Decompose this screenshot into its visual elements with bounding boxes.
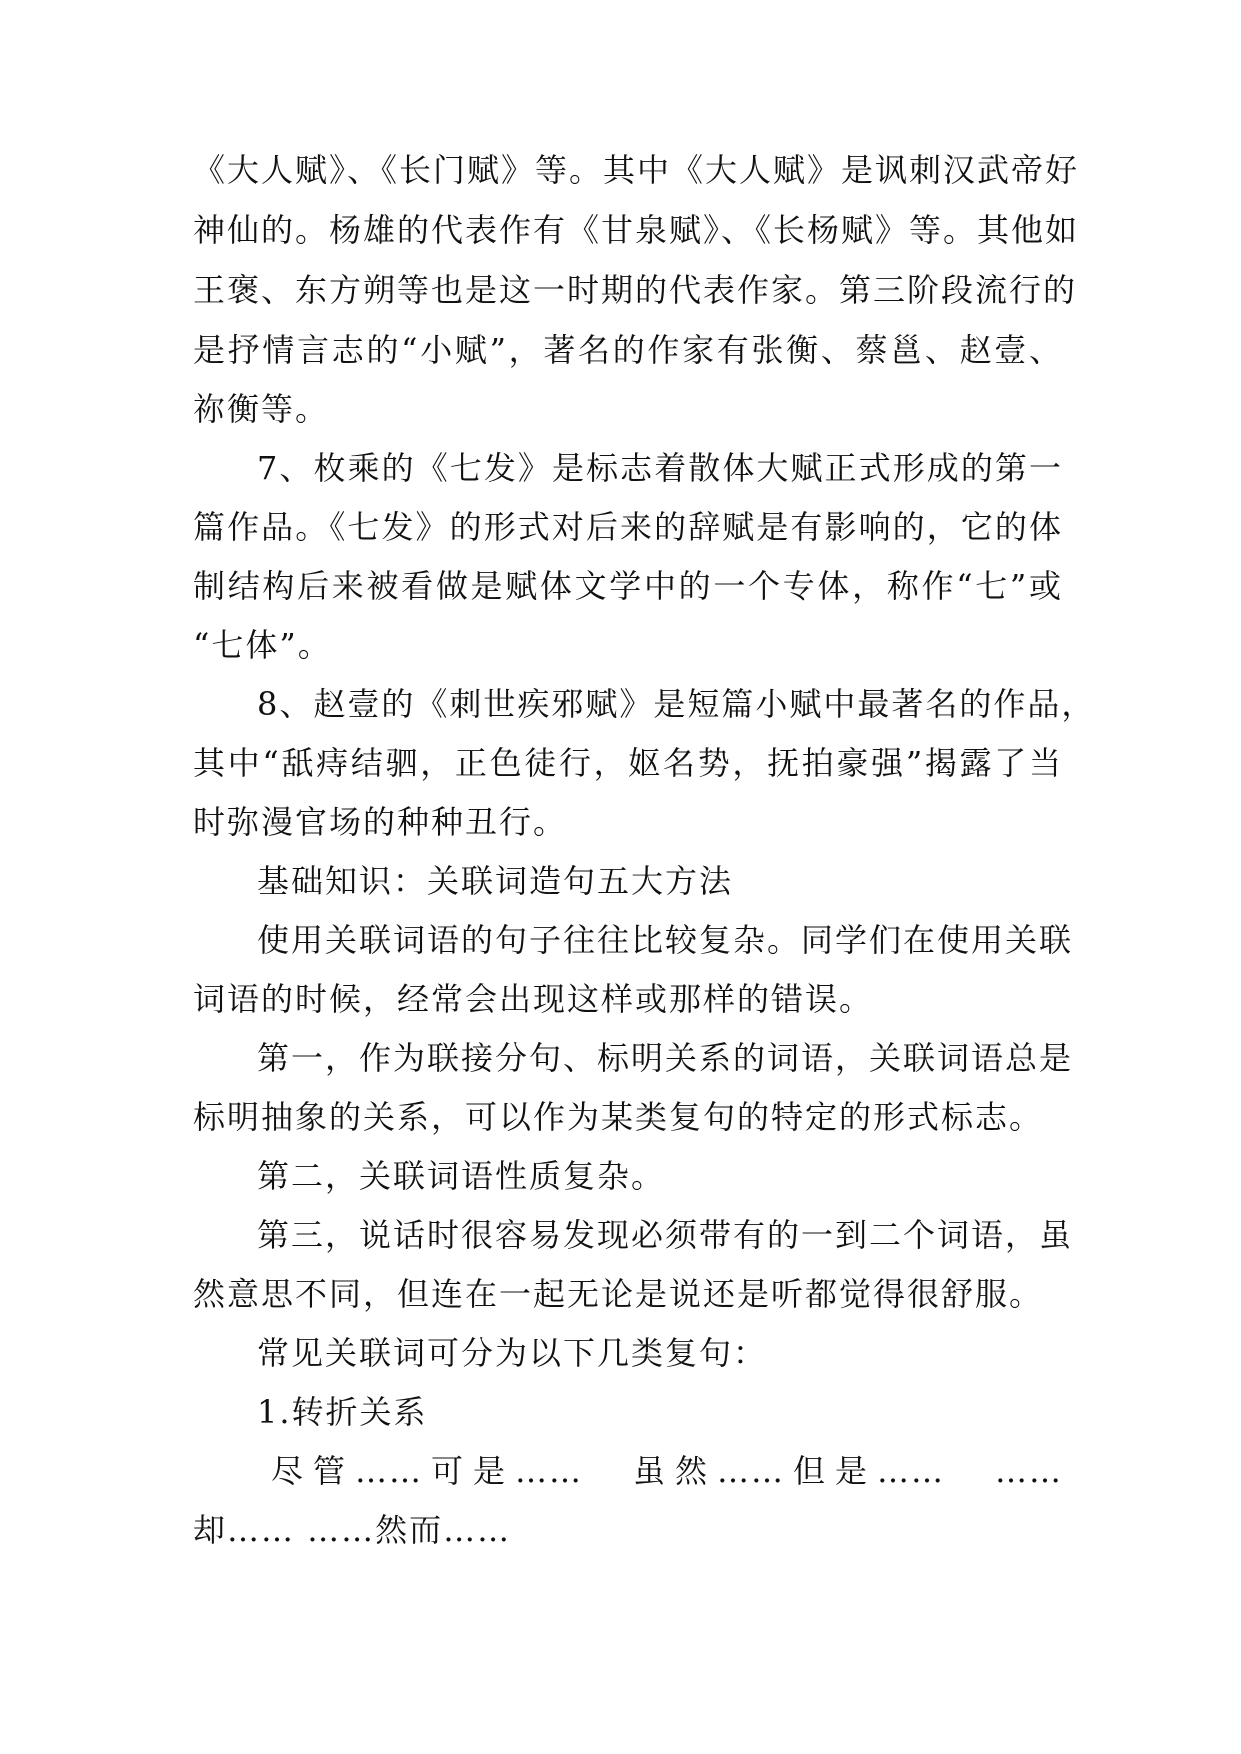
text-line: 其中“舐痔结驷，正色徒行，妪名势，抚拍豪强”揭露了当 bbox=[193, 744, 1063, 782]
text-line: 时弥漫官场的种种丑行。 bbox=[193, 803, 568, 841]
paragraph-start: 8、赵壹的《刺世疾邪赋》是短篇小赋中最著名的作品， bbox=[257, 685, 1096, 723]
paragraph-start: 7、枚乘的《七发》是标志着散体大赋正式形成的第一 bbox=[257, 449, 1063, 487]
section-heading: 基础知识：关联词造句五大方法 bbox=[257, 862, 734, 900]
text-line: “七体”。 bbox=[193, 626, 332, 664]
paragraph-start: 第一，作为联接分句、标明关系的词语，关联词语总是 bbox=[257, 1039, 1074, 1077]
paragraph-start: 常见关联词可分为以下几类复句： bbox=[257, 1334, 768, 1372]
text-line: 《大人赋》、《长门赋》等。其中《大人赋》是讽刺汉武帝好 bbox=[193, 151, 1080, 189]
text-line: 制结构后来被看做是赋体文学中的一个专体，称作“七”或 bbox=[193, 567, 1063, 605]
text-line: 然意思不同，但连在一起无论是说还是听都觉得很舒服。 bbox=[193, 1275, 1044, 1313]
list-heading: 1.转折关系 bbox=[257, 1393, 428, 1431]
text-line: 神仙的。杨雄的代表作有《甘泉赋》、《长杨赋》等。其他如 bbox=[193, 211, 1080, 249]
paragraph-start: 尽管……可是…… 虽然……但是…… …… bbox=[271, 1452, 1063, 1490]
text-line: 却…… ……然而…… bbox=[193, 1511, 512, 1549]
paragraph-start: 第三，说话时很容易发现必须带有的一到二个词语，虽 bbox=[257, 1216, 1074, 1254]
paragraph-start: 第二，关联词语性质复杂。 bbox=[257, 1157, 666, 1195]
text-line: 标明抽象的关系，可以作为某类复句的特定的形式标志。 bbox=[193, 1098, 1044, 1136]
text-line: 词语的时候，经常会出现这样或那样的错误。 bbox=[193, 980, 874, 1018]
text-line: 祢衡等。 bbox=[193, 390, 330, 428]
text-line: 王褒、东方朔等也是这一时期的代表作家。第三阶段流行的 bbox=[193, 271, 1078, 309]
text-line: 是抒情言志的“小赋”，著名的作家有张衡、蔡邕、赵壹、 bbox=[193, 331, 1063, 369]
paragraph-start: 使用关联词语的句子往往比较复杂。同学们在使用关联 bbox=[257, 921, 1074, 959]
text-line: 篇作品。《七发》的形式对后来的辞赋是有影响的，它的体 bbox=[193, 508, 1063, 546]
